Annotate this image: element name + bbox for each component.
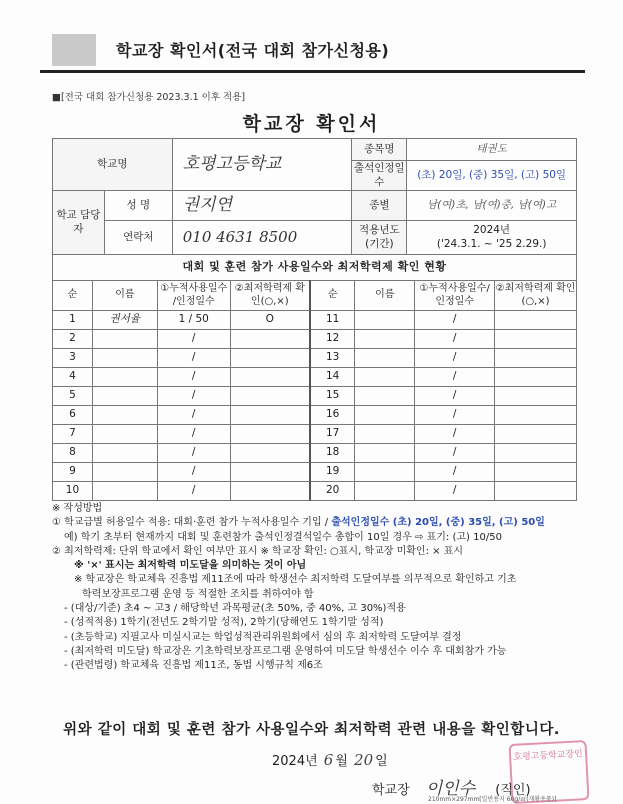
note-6: - (성적적용) 1학기(전년도 2학기말 성적), 2학기(당해연도 1학기말 성적): [64, 617, 384, 629]
col-no-right: 순: [310, 281, 355, 311]
table-row: [53, 406, 577, 425]
name-value: 권지연: [172, 191, 352, 221]
signature-name: 이인수: [425, 779, 476, 799]
name-label: 성 명: [104, 191, 172, 221]
row-number-right: 17: [310, 425, 355, 444]
row-academic: [230, 406, 310, 425]
note-7: - (초등학교) 지필고사 미실시교는 학업성적관리위원회에서 심의 후 최저학력 도달여부 결정: [64, 631, 462, 643]
row-number-right: 20: [310, 482, 355, 501]
col-academic-right: ②최저학력제 확인(○,×): [495, 281, 577, 311]
row-days-right: /: [415, 482, 495, 501]
row-name: [92, 463, 157, 482]
date-day: 20: [354, 751, 374, 769]
header-gray-block: [52, 34, 96, 66]
days-label: 출석인정일수: [352, 161, 407, 191]
col-days: ①누적사용일수 /인정일수: [157, 281, 230, 311]
row-name-right: [355, 425, 415, 444]
row-number: 5: [53, 387, 93, 406]
school-seal-stamp: 호평고등학교장인: [508, 740, 589, 804]
event-label: 종목명: [352, 139, 407, 161]
row-academic-right: [495, 311, 577, 330]
row-days: /: [157, 349, 230, 368]
row-days: /: [157, 368, 230, 387]
row-academic-right: [495, 406, 577, 425]
row-academic: [230, 463, 310, 482]
table-row: [53, 330, 577, 349]
col-academic: ②최저학력제 확인(○,×): [230, 281, 310, 311]
row-academic: [230, 425, 310, 444]
row-days-right: /: [415, 425, 495, 444]
note-5: - (대상/기준) 초4 ~ 고3 / 해당학년 과목평균(초 50%, 중 40%, 고 30%)적용: [64, 603, 406, 615]
signature-label: 학교장: [372, 783, 410, 798]
row-academic: [230, 368, 310, 387]
row-number-right: 14: [310, 368, 355, 387]
school-label: 학교명: [53, 139, 173, 191]
table-row: [53, 387, 577, 406]
row-days-right: /: [415, 444, 495, 463]
row-name-right: [355, 463, 415, 482]
row-academic-right: [495, 482, 577, 501]
row-number-right: 12: [310, 330, 355, 349]
note-3: ※ '×' 표시는 최저학력 미도달을 의미하는 것이 아님: [74, 560, 307, 572]
row-number-right: 18: [310, 444, 355, 463]
row-name-right: [355, 482, 415, 501]
row-academic-right: [495, 387, 577, 406]
row-name-right: [355, 387, 415, 406]
row-number-right: 15: [310, 387, 355, 406]
date-line: 2024년 6 월 20 일: [272, 751, 388, 769]
date-month: 6: [323, 751, 334, 769]
seal-text: (직인): [495, 783, 531, 798]
row-academic-right: [495, 349, 577, 368]
row-name: [92, 330, 157, 349]
row-academic: [230, 387, 310, 406]
row-days: /: [157, 482, 230, 501]
row-number: 4: [53, 368, 93, 387]
row-number-right: 16: [310, 406, 355, 425]
row-name: [92, 482, 157, 501]
contact-value: 010 4631 8500: [172, 221, 352, 255]
row-days: /: [157, 444, 230, 463]
row-name-right: [355, 406, 415, 425]
row-name: [92, 387, 157, 406]
row-academic-right: [495, 425, 577, 444]
row-days: /: [157, 463, 230, 482]
header-divider: [40, 70, 585, 73]
table-row: [53, 311, 577, 330]
row-name: [92, 406, 157, 425]
status-table: [52, 280, 577, 501]
table-row: [53, 482, 577, 501]
row-days-right: /: [415, 406, 495, 425]
note-4a: ※ 학교장은 학교체육 진흥법 제11조에 따라 학생선수 최저학력 도달여부를 의무적으로 확인하고 기초: [74, 574, 517, 586]
col-name-right: 이름: [355, 281, 415, 311]
row-days-right: /: [415, 387, 495, 406]
notes-section: [52, 502, 582, 674]
row-days-right: /: [415, 368, 495, 387]
row-number-right: 19: [310, 463, 355, 482]
row-academic-right: [495, 368, 577, 387]
row-name-right: [355, 444, 415, 463]
row-academic-right: [495, 330, 577, 349]
document-title: 학교장 확인서: [242, 113, 381, 135]
col-no: 순: [53, 281, 93, 311]
table-row: [53, 444, 577, 463]
confirmation-statement: 위와 같이 대회 및 훈련 참가 사용일수와 최저학력 관련 내용을 확인합니다.: [63, 722, 560, 738]
table-row: [53, 425, 577, 444]
contact-label: 연락처: [104, 221, 172, 255]
event-value: 태권도: [407, 139, 577, 161]
note-8: - (최저학력 미도달) 학교장은 기초학력보장프로그램 운영하여 미도달 학생선수 이수 후 대회참가 가능: [64, 645, 507, 657]
row-academic: O: [230, 311, 310, 330]
row-name: 권서율: [92, 311, 157, 330]
row-number: 3: [53, 349, 93, 368]
col-days-right: ①누적사용일수/ 인정일수: [415, 281, 495, 311]
notes-heading: ※ 작성방법: [52, 503, 103, 514]
header-title: 학교장 확인서(전국 대회 참가신청용): [116, 41, 390, 60]
row-number: 1: [53, 311, 93, 330]
row-days-right: /: [415, 349, 495, 368]
notice-text: ■[전국 대회 참가신청용 2023.3.1 이후 적용]: [52, 92, 246, 103]
row-number-right: 13: [310, 349, 355, 368]
table-row: [53, 368, 577, 387]
row-days-right: /: [415, 330, 495, 349]
note-9: - (관련법령) 학교체육 진흥법 제11조, 동법 시행규칙 제6조: [64, 660, 323, 672]
period-value: [407, 221, 577, 255]
row-name: [92, 368, 157, 387]
table-row: [53, 463, 577, 482]
row-academic: [230, 349, 310, 368]
row-number: 8: [53, 444, 93, 463]
row-name-right: [355, 368, 415, 387]
row-days: /: [157, 330, 230, 349]
days-value: (초) 20일, (중) 35일, (고) 50일: [407, 161, 577, 191]
row-days: 1 / 50: [157, 311, 230, 330]
row-academic: [230, 482, 310, 501]
row-academic: [230, 330, 310, 349]
row-number: 10: [53, 482, 93, 501]
row-name: [92, 349, 157, 368]
info-table: [52, 138, 577, 255]
note-1: ① 학교급별 허용일수 적용: 대회·훈련 참가 누적사용일수 기입 / 출석인정일수 (초) 20일, (중) 35일, (고) 50일: [52, 517, 545, 529]
school-value: 호평고등학교: [172, 139, 352, 191]
row-academic-right: [495, 444, 577, 463]
row-name-right: [355, 330, 415, 349]
note-1-example: 예) 학기 초부터 현재까지 대회 및 훈련참가 출석인정결석일수 총합이 10일 경우 ⇨ 표기: (고) 10/50: [64, 531, 502, 543]
row-name-right: [355, 349, 415, 368]
table-subtitle: 대회 및 훈련 참가 사용일수와 최저학력제 확인 현황: [52, 254, 577, 280]
period-year: 2024년: [473, 224, 511, 237]
note-2: ② 최저학력제: 단위 학교에서 확인 여부만 표시 ※ 학교장 확인: ○표시, 학교장 미확인: × 표시: [52, 545, 464, 557]
row-name: [92, 444, 157, 463]
row-number: 9: [53, 463, 93, 482]
row-number: 6: [53, 406, 93, 425]
period-range: ('24.3.1. ~ '25 2.29.): [436, 237, 547, 250]
row-number: 2: [53, 330, 93, 349]
row-days: /: [157, 425, 230, 444]
row-number: 7: [53, 425, 93, 444]
manager-label: 학교 담당자: [53, 191, 105, 255]
table-row: [53, 349, 577, 368]
gender-label: 종별: [352, 191, 407, 221]
row-days: /: [157, 387, 230, 406]
row-days: /: [157, 406, 230, 425]
row-name-right: [355, 311, 415, 330]
paper-footnote: 210mm×297mm[일반용지 60g/㎡(재활용품)]: [428, 796, 557, 803]
row-academic: [230, 444, 310, 463]
gender-value: 남(여)초, 남(여)중, 남(여)고: [407, 191, 577, 221]
period-label: 적용년도 (기간): [352, 221, 407, 255]
row-days-right: /: [415, 311, 495, 330]
col-name: 이름: [92, 281, 157, 311]
row-academic-right: [495, 463, 577, 482]
note-4b: 학력보장프로그램 운영 등 적절한 조치를 취하여야 함: [82, 588, 314, 600]
row-number-right: 11: [310, 311, 355, 330]
row-days-right: /: [415, 463, 495, 482]
row-name: [92, 425, 157, 444]
